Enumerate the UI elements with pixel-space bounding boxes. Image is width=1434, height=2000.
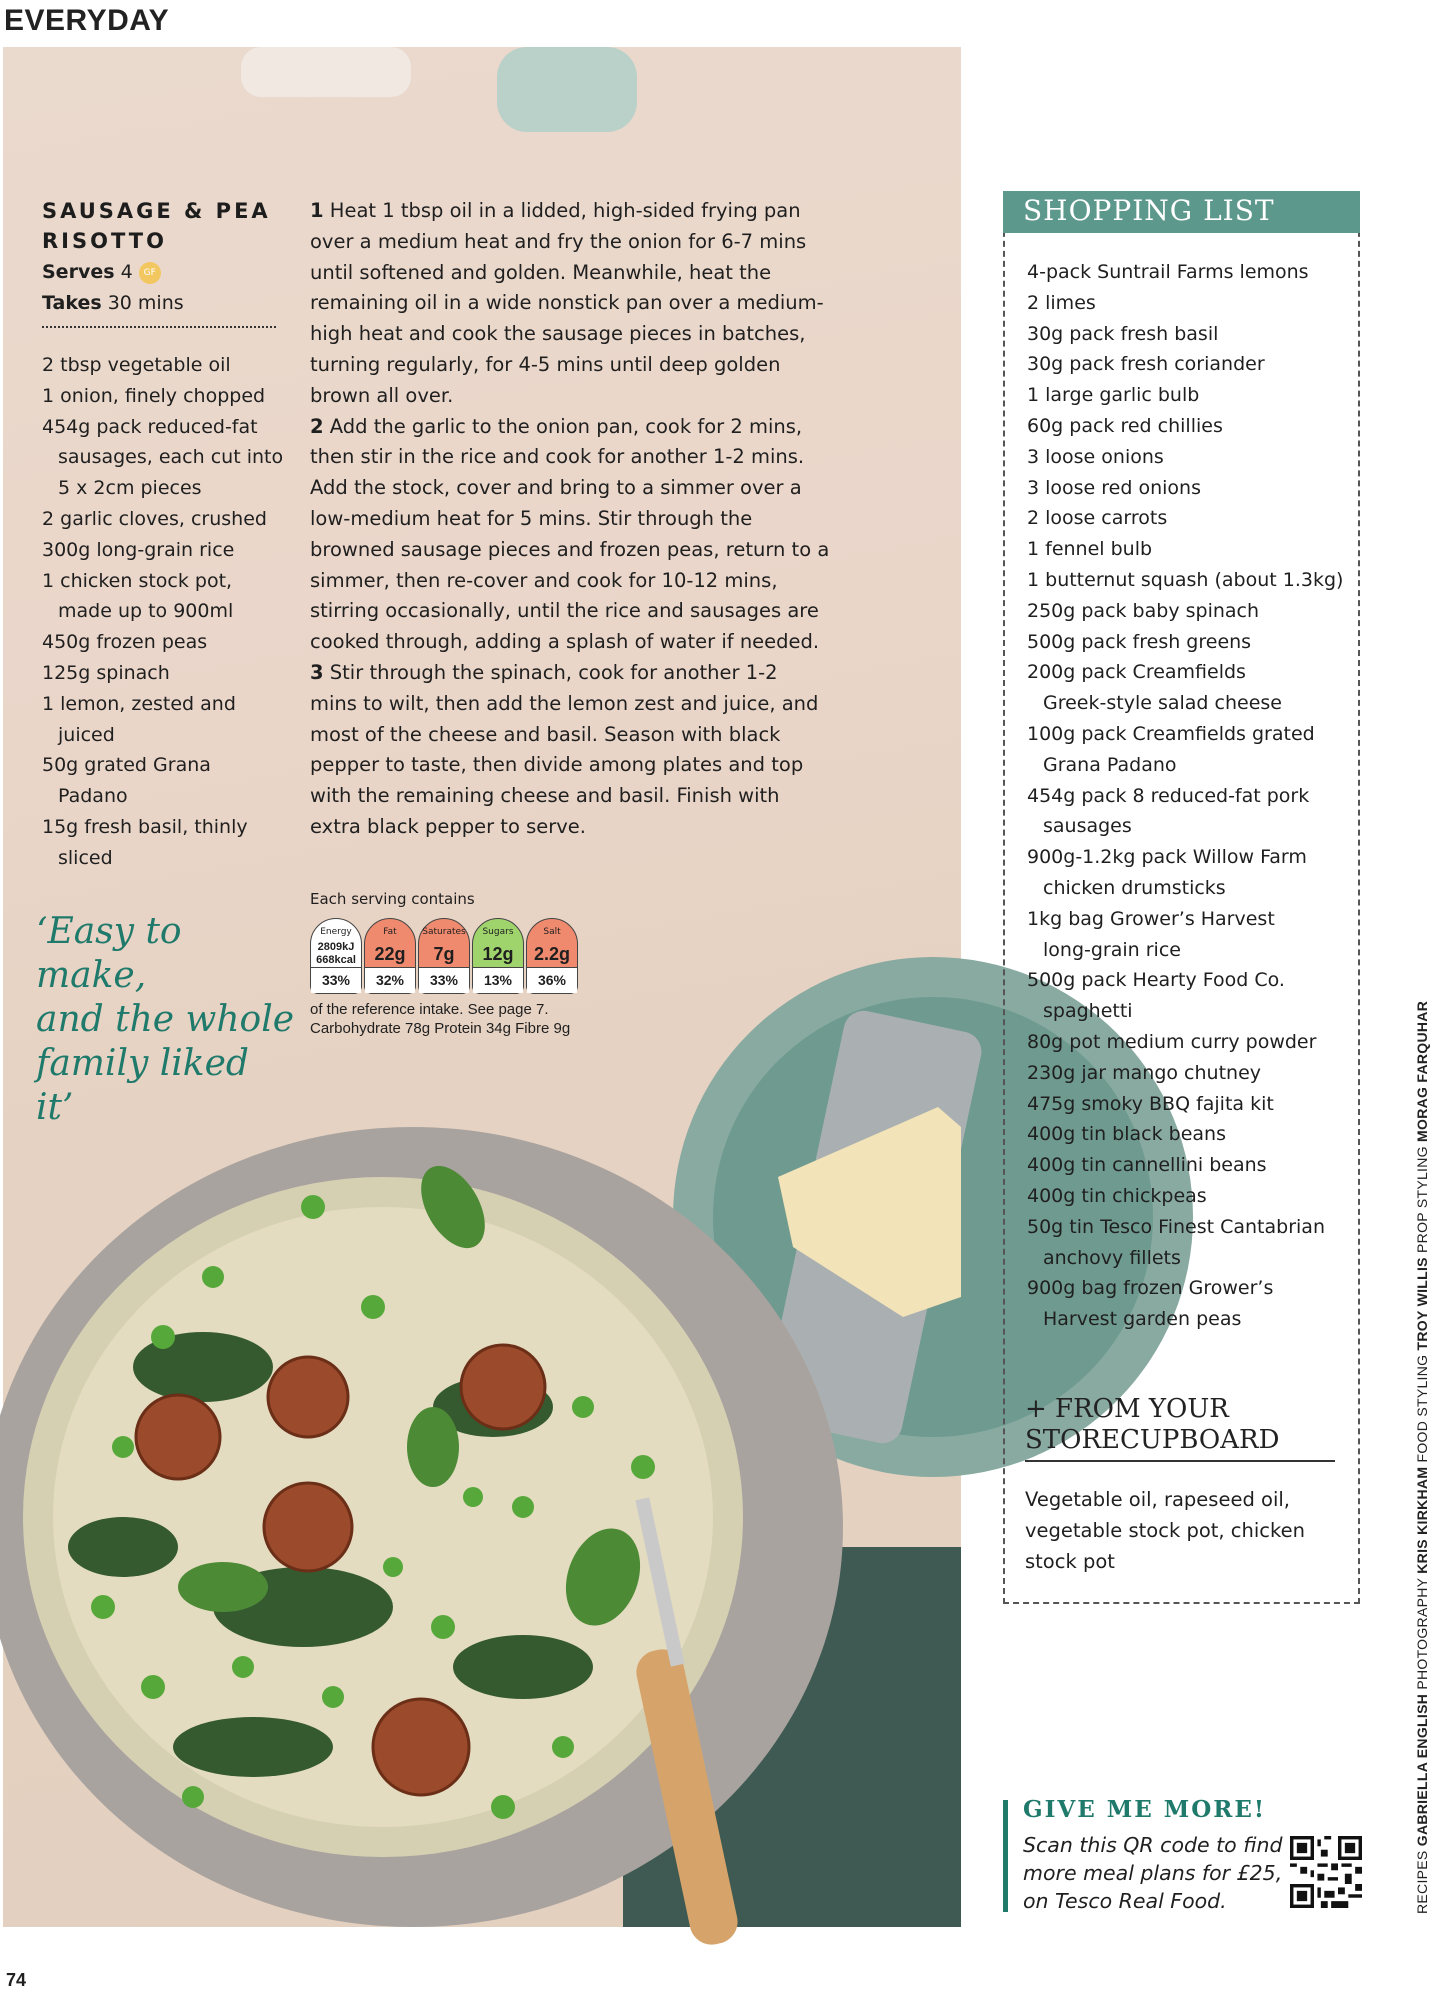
quote-line: family liked it’ bbox=[36, 1043, 249, 1128]
ingredient-item: 1 chicken stock pot, bbox=[42, 569, 233, 592]
energy-kcal: 668kcal bbox=[316, 954, 356, 966]
ingredient-item: 1 lemon, zested and bbox=[42, 692, 236, 715]
shopping-item: 250g pack baby spinach bbox=[1027, 599, 1260, 622]
ingredient-item: 300g long-grain rice bbox=[42, 538, 235, 561]
ingredient-item: 1 onion, finely chopped bbox=[42, 384, 266, 407]
shopping-item: anchovy fillets bbox=[1043, 1246, 1181, 1269]
credit-label: PHOTOGRAPHY bbox=[1414, 1577, 1430, 1690]
shopping-item: 500g pack Hearty Food Co. bbox=[1027, 969, 1285, 992]
step-text: Heat 1 tbsp oil in a lidded, high-sided frying pan over a medium heat and fry the onion for 6-7 mins until softened and golden. Meanwhile, heat the remaining oil in a wide nonstick pan over a medium-high heat and cook the sausage pieces in batches, turning regularly, for 4-5 mins until deep golden brown all over. bbox=[310, 199, 824, 407]
shopping-item: Greek-style salad cheese bbox=[1043, 692, 1282, 715]
energy-box bbox=[310, 918, 362, 994]
serves-line bbox=[42, 257, 282, 288]
serves-label: Serves bbox=[42, 261, 115, 283]
shopping-item: Grana Padano bbox=[1043, 753, 1177, 776]
gf-badge: GF bbox=[139, 262, 161, 284]
ingredient-item: 2 tbsp vegetable oil bbox=[42, 354, 231, 376]
takes-line bbox=[42, 288, 282, 319]
storecupboard-items: Vegetable oil, rapeseed oil, vegetable stock pot, chicken stock pot bbox=[1025, 1488, 1305, 1573]
energy-kj: 2809kJ bbox=[317, 941, 355, 953]
shopping-item: 400g tin black beans bbox=[1027, 1123, 1226, 1146]
shopping-item: 30g pack fresh basil bbox=[1027, 322, 1219, 345]
shopping-item: spaghetti bbox=[1043, 1000, 1133, 1023]
shopping-item: 2 loose carrots bbox=[1027, 507, 1168, 530]
credit-label: PROP STYLING bbox=[1414, 1146, 1430, 1253]
storecupboard-title-line2: STORECUPBOARD bbox=[1025, 1425, 1280, 1455]
ingredient-item: sliced bbox=[58, 846, 113, 869]
ingredient-item: 15g fresh basil, thinly bbox=[42, 815, 248, 838]
ingredient-item: 454g pack reduced-fat bbox=[42, 415, 258, 438]
sugars-value: 12g bbox=[482, 944, 514, 964]
shopping-item: 80g pot medium curry powder bbox=[1027, 1030, 1317, 1053]
recipe-title-line1: SAUSAGE & PEA bbox=[42, 199, 271, 223]
nutrition-labels bbox=[310, 918, 578, 994]
shopping-item: 230g jar mango chutney bbox=[1027, 1061, 1262, 1084]
credit-name: GABRIELLA ENGLISH bbox=[1414, 1693, 1430, 1847]
shopping-item: 1 butternut squash (about 1.3kg) bbox=[1027, 568, 1344, 591]
divider bbox=[42, 326, 276, 328]
shopping-item: 400g tin cannellini beans bbox=[1027, 1154, 1267, 1177]
step-number: 1 bbox=[310, 199, 324, 222]
ingredient-item: sausages, each cut into bbox=[58, 446, 284, 469]
saturates-box bbox=[418, 918, 470, 994]
fat-box bbox=[364, 918, 416, 994]
give-me-more-title: GIVE ME MORE! bbox=[1023, 1796, 1267, 1823]
credits bbox=[1414, 954, 1434, 1914]
shopping-item: 1kg bag Grower’s Harvest bbox=[1027, 907, 1275, 930]
ingredient-item: made up to 900ml bbox=[58, 600, 234, 623]
ingredient-item: 125g spinach bbox=[42, 661, 170, 684]
shopping-item: 1 large garlic bulb bbox=[1027, 384, 1200, 407]
nutrition-foot-line1: of the reference intake. See page 7. bbox=[310, 1001, 549, 1018]
shopping-item: 900g-1.2kg pack Willow Farm bbox=[1027, 846, 1307, 869]
divider bbox=[1025, 1460, 1335, 1462]
shopping-item: 100g pack Creamfields grated bbox=[1027, 722, 1315, 745]
step-text: Stir through the spinach, cook for another 1-2 mins to wilt, then add the lemon zest and juice, and most of the cheese and basil. Season with black pepper to taste, then divide among plates and top with the remaining cheese and basil. Finish with extra black pepper to serve. bbox=[310, 660, 819, 838]
credit-label: RECIPES bbox=[1414, 1850, 1430, 1914]
storecupboard-title-line1: + FROM YOUR bbox=[1025, 1394, 1229, 1424]
shopping-item: 30g pack fresh coriander bbox=[1027, 353, 1265, 376]
salt-pct: 36% bbox=[527, 967, 577, 993]
shopping-item: long-grain rice bbox=[1043, 938, 1181, 961]
shopping-item: 400g tin chickpeas bbox=[1027, 1184, 1207, 1207]
shopping-item: 500g pack fresh greens bbox=[1027, 630, 1252, 653]
credit-label: FOOD STYLING bbox=[1414, 1354, 1430, 1463]
method bbox=[310, 196, 830, 843]
reader-quote bbox=[36, 910, 296, 1130]
salt-box bbox=[526, 918, 578, 994]
method-step-2 bbox=[310, 412, 830, 658]
ingredient-item: juiced bbox=[58, 723, 115, 746]
sugars-box bbox=[472, 918, 524, 994]
shopping-item: 3 loose red onions bbox=[1027, 476, 1201, 499]
salt-value: 2.2g bbox=[533, 944, 571, 964]
recipe-title bbox=[42, 196, 292, 256]
sugars-label: Sugars bbox=[482, 927, 514, 937]
credit-name: KRIS KIRKHAM bbox=[1414, 1466, 1430, 1574]
step-number: 2 bbox=[310, 414, 324, 438]
method-step-3 bbox=[310, 658, 830, 843]
step-text: Add the garlic to the onion pan, cook for 2 mins, then stir in the rice and cook for another 1-2 mins. Add the stock, cover and bring to a simmer over a low-medium heat for 5 mins. Stir through the browned sausage pieces and frozen peas, return to a simmer, then re-cover and cook for 10-12 mins, stirring occasionally, until the rice and sausages are cooked through, adding a splash of water if needed. bbox=[310, 414, 830, 654]
quote-line: ‘Easy to make, bbox=[36, 911, 182, 996]
qr-code-icon[interactable] bbox=[1290, 1836, 1362, 1908]
ingredient-item: Padano bbox=[58, 785, 128, 808]
shopping-item: Harvest garden peas bbox=[1043, 1308, 1242, 1331]
energy-values bbox=[311, 941, 361, 967]
fat-value: 22g bbox=[374, 944, 406, 964]
step-number: 3 bbox=[310, 660, 324, 684]
ingredient-item: 450g frozen peas bbox=[42, 631, 208, 654]
shopping-list-title: SHOPPING LIST bbox=[1003, 191, 1360, 233]
shopping-item: 50g tin Tesco Finest Cantabrian bbox=[1027, 1215, 1325, 1238]
give-me-more-text: Scan this QR code to find more meal plans for £25, on Tesco Real Food. bbox=[1023, 1833, 1283, 1913]
shopping-item: 1 fennel bulb bbox=[1027, 538, 1153, 561]
shopping-item: 454g pack 8 reduced-fat pork bbox=[1027, 784, 1310, 807]
shopping-item: 4-pack Suntrail Farms lemons bbox=[1027, 261, 1309, 283]
method-step-1 bbox=[310, 196, 830, 412]
takes-value: 30 mins bbox=[107, 292, 184, 314]
section-title: EVERYDAY bbox=[4, 4, 170, 37]
recipe-title-line2: RISOTTO bbox=[42, 229, 167, 253]
shopping-item: 475g smoky BBQ fajita kit bbox=[1027, 1092, 1274, 1115]
salt-label: Salt bbox=[543, 927, 561, 937]
shopping-item: 900g bag frozen Grower’s bbox=[1027, 1277, 1274, 1300]
saturates-value: 7g bbox=[433, 944, 455, 964]
shopping-item: 200g pack Creamfields bbox=[1027, 661, 1246, 684]
storecupboard-title bbox=[1025, 1394, 1325, 1456]
shopping-item: chicken drumsticks bbox=[1043, 876, 1226, 899]
energy-label: Energy bbox=[320, 927, 352, 937]
ingredient-item: 50g grated Grana bbox=[42, 754, 211, 777]
serves-value: 4 bbox=[120, 261, 133, 283]
nutrition-foot-line2: Carbohydrate 78g Protein 34g Fibre 9g bbox=[310, 1020, 571, 1037]
saturates-pct: 33% bbox=[419, 967, 469, 993]
fat-pct: 32% bbox=[365, 967, 415, 993]
saturates-label: Saturates bbox=[422, 927, 466, 937]
quote-line: and the whole bbox=[36, 999, 295, 1040]
ingredient-item: 5 x 2cm pieces bbox=[58, 477, 202, 500]
shopping-item: 60g pack red chillies bbox=[1027, 414, 1223, 437]
sugars-pct: 13% bbox=[473, 967, 523, 993]
nutrition-footnote bbox=[310, 1000, 570, 1038]
energy-pct: 33% bbox=[311, 967, 361, 993]
nutrition-heading: Each serving contains bbox=[310, 890, 475, 908]
credit-name: TROY WILLIS bbox=[1414, 1257, 1430, 1351]
fat-label: Fat bbox=[383, 927, 397, 937]
page-number: 74 bbox=[6, 1970, 27, 1990]
shopping-item: 3 loose onions bbox=[1027, 445, 1164, 468]
shopping-item: sausages bbox=[1043, 815, 1132, 838]
shopping-item: 2 limes bbox=[1027, 291, 1096, 314]
ingredient-item: 2 garlic cloves, crushed bbox=[42, 507, 267, 530]
accent-bar bbox=[1003, 1800, 1008, 1912]
ingredient-list bbox=[42, 350, 292, 874]
shopping-list bbox=[1027, 257, 1357, 1335]
credit-name: MORAG FARQUHAR bbox=[1414, 1000, 1430, 1142]
takes-label: Takes bbox=[42, 292, 102, 314]
